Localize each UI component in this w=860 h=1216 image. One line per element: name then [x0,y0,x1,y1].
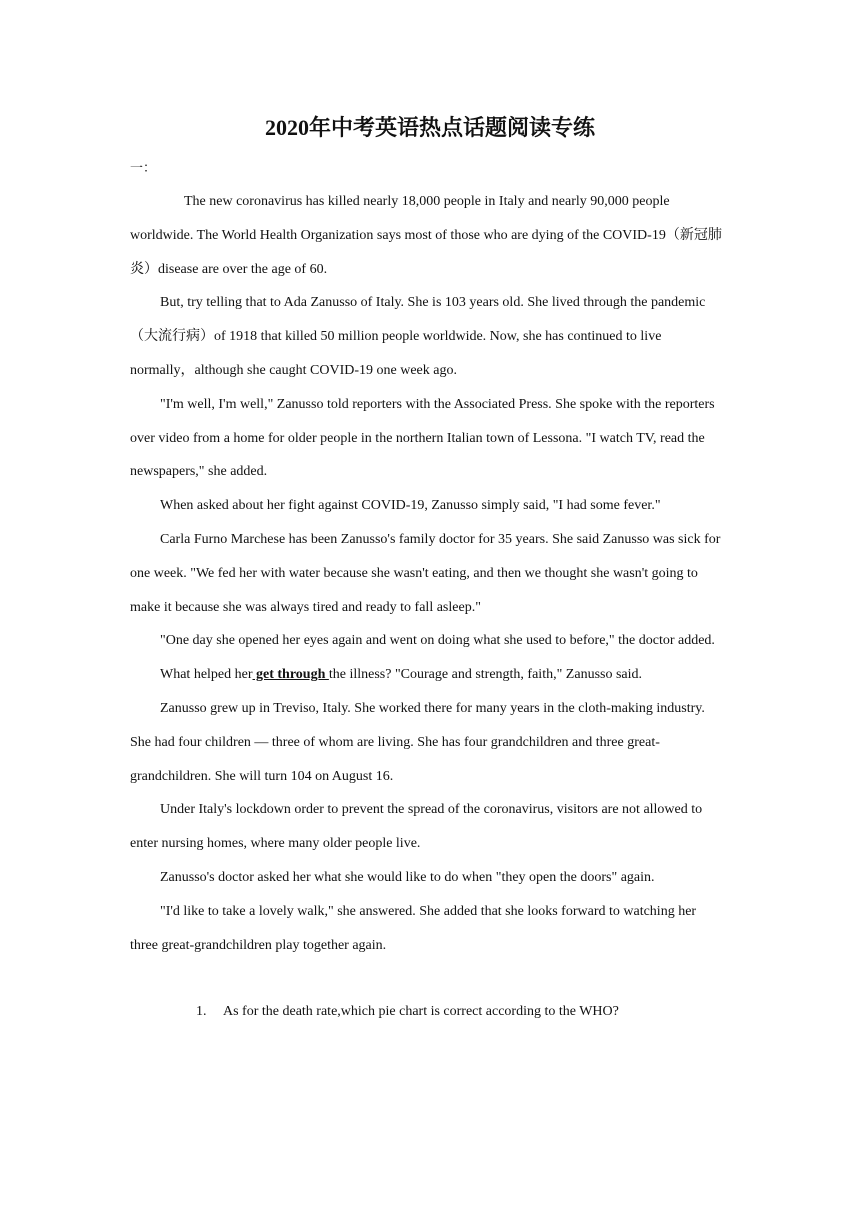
question-1 [196,997,619,1027]
paragraph-4: When asked about her fight against COVID-19, Zanusso simply said, "I had some fever." [160,498,661,514]
paragraph-10: Zanusso's doctor asked her what she would like to do when "they open the doors" again. [160,869,655,885]
paragraph-6: "One day she opened her eyes again and went on doing what she used to before," the doctor added. [160,633,715,649]
paragraph-5: Carla Furno Marchese has been Zanusso's family doctor for 35 years. She said Zanusso was sick for one week. "We fed her with water because she wasn't eating, and then we thought she wasn't going to make it because she was always tired and ready to fall asleep." [130,531,721,615]
question-text: As for the death rate,which pie chart is correct according to the WHO? [223,1004,619,1019]
paragraph-1: The new coronavirus has killed nearly 18,000 people in Italy and nearly 90,000 people worldwide. The World Health Organization says most of those who are dying of the COVID-19（新冠肺炎）disease are over the age of 60. [130,194,722,277]
article-body [130,185,725,962]
section-label: 一： [130,160,157,175]
underlined-phrase: get through [252,667,329,683]
paragraph-11: "I'd like to take a lovely walk," she answered. She added that she looks forward to watching her three great-grandchildren play together again. [130,903,697,953]
document-title: 2020年中考英语热点话题阅读专练 [264,115,595,140]
paragraph-7-after: the illness? "Courage and strength, faith," Zanusso said. [328,667,643,683]
paragraph-7-before: What helped her [160,667,253,683]
paragraph-8: Zanusso grew up in Treviso, Italy. She worked there for many years in the cloth-making industry. She had four children — three of whom are living. She has four grandchildren and three great-grandchildren. She will turn 104 on August 16. [130,700,705,784]
paragraph-2: But, try telling that to Ada Zanusso of Italy. She is 103 years old. She lived through the pandemic （大流行病）of 1918 that killed 50 million people worldwide. Now, she has continued to live normally，although she caught COVID-19 one week ago. [130,295,706,378]
paragraph-9: Under Italy's lockdown order to prevent the spread of the coronavirus, visitors are not allowed to enter nursing homes, where many older people live. [130,802,703,852]
question-number: 1. [196,1004,207,1019]
paragraph-7 [130,658,725,692]
paragraph-3: "I'm well, I'm well," Zanusso told reporters with the Associated Press. She spoke with the reporters over video from a home for older people in the northern Italian town of Lessona. "I watch TV, read the newspapers," she added. [130,396,715,480]
